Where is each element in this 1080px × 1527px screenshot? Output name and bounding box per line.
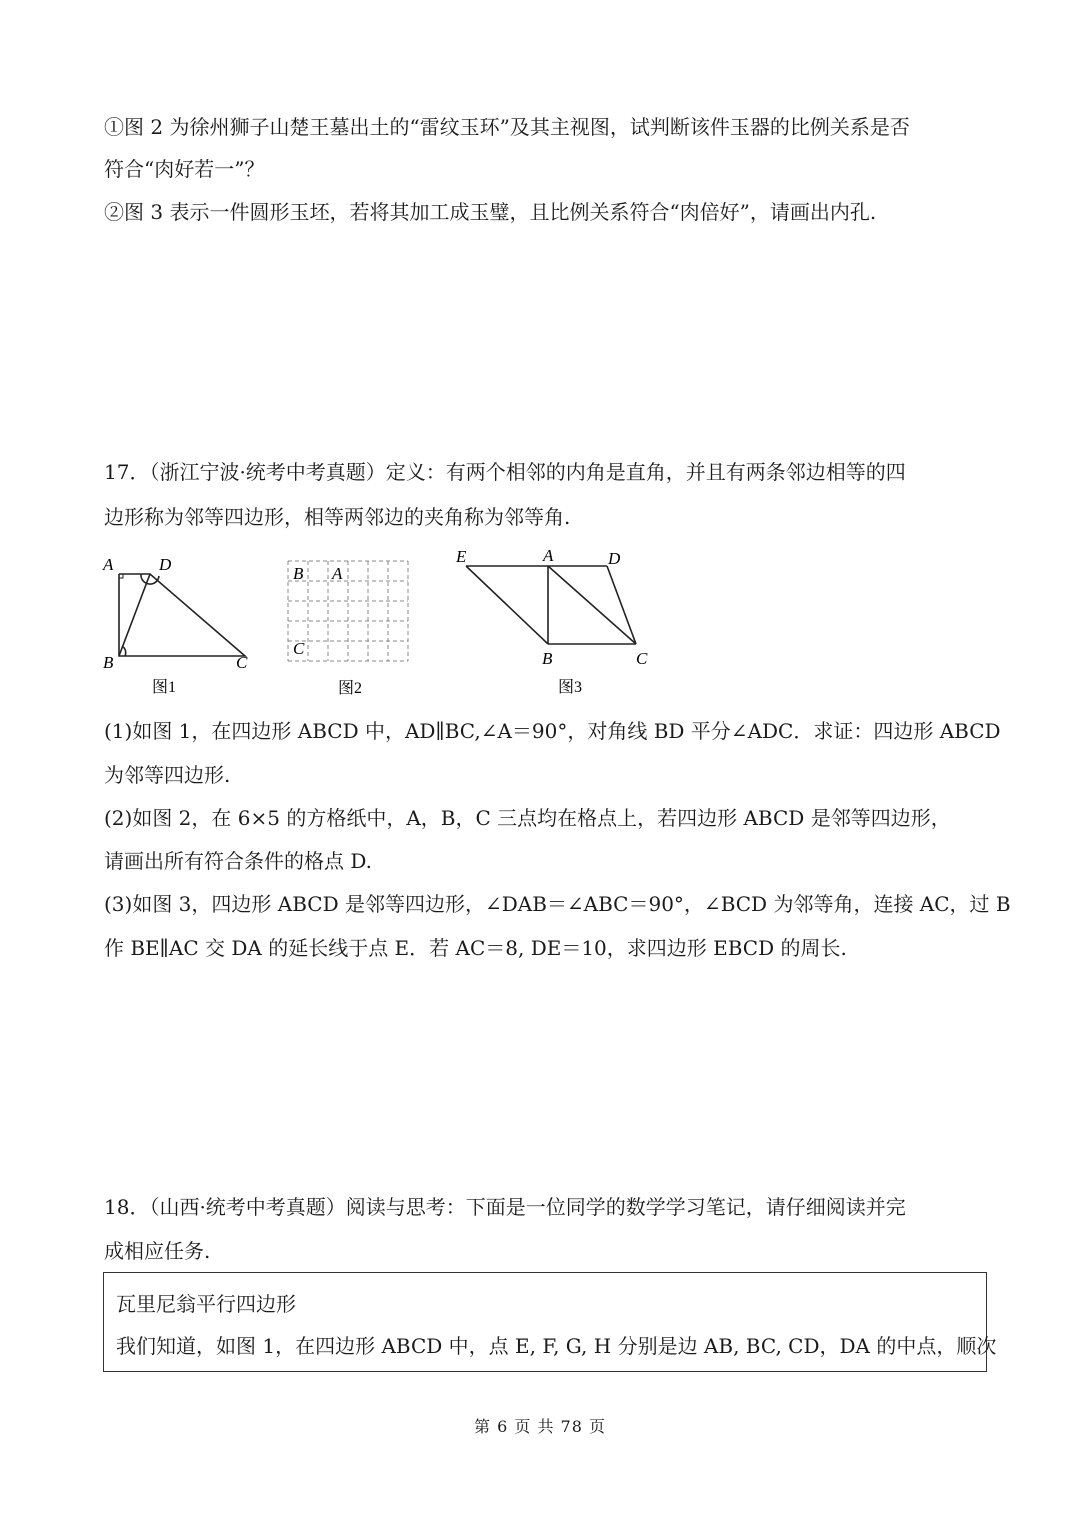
page-footer: 第 6 页 共 78 页 [474,1417,606,1436]
q17-part2-line-1: (2)如图 2，在 6×5 的方格纸中，A，B，C 三点均在格点上，若四边形 ABCD 是邻等四边形， [104,806,951,830]
fig1-label-d: D [159,555,172,574]
fig1-label-c: C [236,653,248,672]
fig2-label-a: A [332,564,343,583]
fig3-label-c: C [636,649,648,668]
q17-part1-line-2: 为邻等四边形. [104,763,231,787]
q16-line-3: ②图 3 表示一件圆形玉坯，若将其加工成玉璧，且比例关系符合“肉倍好”，请画出内孔. [104,200,877,224]
fig2-label-b: B [293,564,304,583]
fig1-caption: 图1 [152,679,177,696]
figure-3 [450,543,670,698]
fig3-label-d: D [608,549,621,568]
q18-line-2: 成相应任务. [104,1239,211,1263]
q17-part1-line-1: (1)如图 1，在四边形 ABCD 中，AD∥BC,∠A＝90°，对角线 BD 平分∠ADC．求证：四边形 ABCD [104,719,1001,743]
q17-line-2: 边形称为邻等四边形，相等两邻边的夹角称为邻等角. [104,505,571,529]
fig3-label-a: A [543,546,554,565]
reading-note-box [103,1272,997,1372]
fig3-caption: 图3 [558,679,583,696]
note-box-text: 我们知道，如图 1，在四边形 ABCD 中，点 E, F, G, H 分别是边 AB, BC, CD，DA 的中点，顺次 [116,1334,997,1358]
q17-part2-line-2: 请画出所有符合条件的格点 D. [104,849,373,873]
q17-line-1: 17．（浙江宁波·统考中考真题）定义：有两个相邻的内角是直角，并且有两条邻边相等的四 [104,460,906,484]
note-box-title: 瓦里尼翁平行四边形 [116,1292,296,1316]
q17-part3-line-1: (3)如图 3，四边形 ABCD 是邻等四边形，∠DAB＝∠ABC＝90°，∠BCD 为邻等角，连接 AC，过 B [104,892,1011,916]
fig1-label-a: A [103,555,114,574]
fig2-label-c: C [293,639,305,658]
fig3-label-e: E [456,547,467,566]
q18-line-1: 18．（山西·统考中考真题）阅读与思考：下面是一位同学的数学学习笔记，请仔细阅读并完 [104,1195,906,1219]
fig1-label-b: B [103,653,114,672]
fig2-caption: 图2 [338,680,363,697]
figure-2 [280,555,420,700]
q17-part3-line-2: 作 BE∥AC 交 DA 的延长线于点 E．若 AC＝8, DE＝10，求四边形 EBCD 的周长. [104,936,847,960]
q16-line-1: ①图 2 为徐州狮子山楚王墓出土的“雷纹玉环”及其主视图，试判断该件玉器的比例关系是否 [104,115,910,139]
figure-1 [95,548,265,698]
fig3-label-b: B [542,649,553,668]
q16-line-2: 符合“肉好若一”？ [104,157,265,181]
